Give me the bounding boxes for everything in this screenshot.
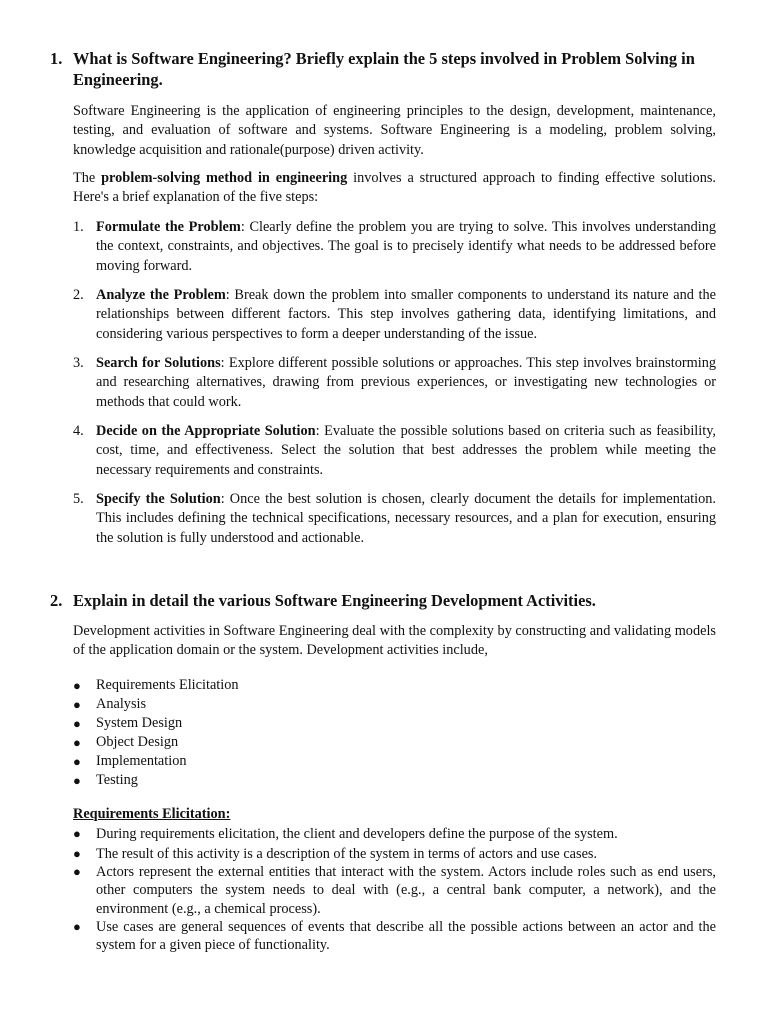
step-body <box>96 422 716 480</box>
requirement-point: The result of this activity is a description of the system in terms of actors and use cases. <box>96 846 598 862</box>
bullet-icon: ● <box>73 846 81 861</box>
bullet-icon: ● <box>73 754 81 769</box>
list-item <box>73 918 716 955</box>
bullet-icon: ● <box>73 773 81 788</box>
software-engineering-definition: Software Engineering is the application of engineering principles to the design, development, maintenance, testing, and evaluation of software and systems. Software Engineering is a modeling, problem solving, knowledge acquisition and rationale(purpose) driven activity. <box>73 103 716 158</box>
step-marker: 2. <box>73 287 84 303</box>
intro-bold-term: problem-solving method in engineering <box>101 170 348 186</box>
activity-label: Requirements Elicitation <box>96 677 239 693</box>
step-text: : Explore different possible solutions or approaches. This step involves brainstorming and researching alternatives, drawing from previous experiences, or investigating new technologies or methods that could work. <box>96 355 716 410</box>
question-1-title: What is Software Engineering? Briefly explain the 5 steps involved in Problem Solving in Engineering. <box>73 49 695 89</box>
step-term: Decide on the Appropriate Solution <box>96 423 316 439</box>
requirement-point: Use cases are general sequences of events that describe all the possible actions between an actor and the system for a given piece of functionality. <box>96 919 716 954</box>
bullet-icon: ● <box>73 735 81 750</box>
list-item <box>73 714 716 733</box>
question-1-heading <box>50 48 720 90</box>
step-item <box>73 354 716 412</box>
intro-prefix: The <box>73 170 102 186</box>
list-item <box>73 771 716 790</box>
step-term: Analyze the Problem <box>96 287 226 303</box>
step-text: : Once the best solution is chosen, clearly document the details for implementation. This includes defining the technical specifications, necessary resources, and a plan for execution, ensuring the solution is fully understood and actionable. <box>96 491 716 546</box>
list-item <box>73 752 716 771</box>
list-item <box>73 695 716 714</box>
step-marker: 1. <box>73 219 84 235</box>
question-1-number: 1. <box>50 49 63 68</box>
step-body <box>96 354 716 412</box>
requirement-point: Actors represent the external entities that interact with the system. Actors include roles such as end users, other computers the system needs to deal with (e.g., a central bank computer, a network), and the environment (e.g., a chemical process). <box>96 864 716 917</box>
step-marker: 5. <box>73 491 84 507</box>
question-2-title: Explain in detail the various Software Engineering Development Activities. <box>73 591 596 610</box>
step-item <box>73 490 716 548</box>
step-item <box>73 286 716 344</box>
list-item <box>73 863 716 918</box>
list-item <box>73 825 716 843</box>
step-text: : Clearly define the problem you are trying to solve. This involves understanding the context, constraints, and objectives. The goal is to precisely identify what needs to be addressed before moving forward. <box>96 219 717 274</box>
list-item <box>73 733 716 752</box>
bullet-icon: ● <box>73 919 81 934</box>
problem-solving-intro <box>73 169 716 208</box>
step-marker: 3. <box>73 355 84 371</box>
bullet-icon: ● <box>73 864 81 879</box>
step-term: Search for Solutions <box>96 355 221 371</box>
step-body <box>96 490 716 548</box>
step-body <box>96 286 716 344</box>
intro-suffix: involves a structured approach to finding effective solutions. Here's a brief explanation of the five steps: <box>73 170 716 206</box>
step-term: Formulate the Problem <box>96 219 241 235</box>
activity-label: Analysis <box>96 696 147 712</box>
step-text: : Break down the problem into smaller components to understand its nature and the relationships between different factors. This step involves gathering data, identifying limitations, and considering various perspectives to form a deeper understanding of the issue. <box>96 287 717 342</box>
step-item <box>73 218 716 276</box>
step-text: : Evaluate the possible solutions based on criteria such as feasibility, cost, time, and effectiveness. Select the solution that best addresses the problem while meeting the necessary requirements and constraints. <box>96 423 717 478</box>
bullet-icon: ● <box>73 826 81 841</box>
bullet-icon: ● <box>73 716 81 731</box>
step-body <box>96 218 716 276</box>
requirement-point: During requirements elicitation, the client and developers define the purpose of the system. <box>96 826 618 842</box>
development-activities-intro: Development activities in Software Engineering deal with the complexity by constructing and validating models of the application domain or the system. Development activities include, <box>73 623 716 659</box>
activity-label: System Design <box>96 715 183 731</box>
step-marker: 4. <box>73 423 84 439</box>
list-item <box>73 845 716 863</box>
activity-label: Implementation <box>96 753 187 769</box>
step-item <box>73 422 716 480</box>
requirements-elicitation-heading: Requirements Elicitation: <box>73 806 231 822</box>
list-item <box>73 676 716 695</box>
question-2-number: 2. <box>50 591 63 610</box>
bullet-icon: ● <box>73 678 81 693</box>
activity-label: Testing <box>96 772 138 788</box>
question-2-heading <box>50 590 720 611</box>
step-term: Specify the Solution <box>96 491 221 507</box>
bullet-icon: ● <box>73 697 81 712</box>
activity-label: Object Design <box>96 734 179 750</box>
